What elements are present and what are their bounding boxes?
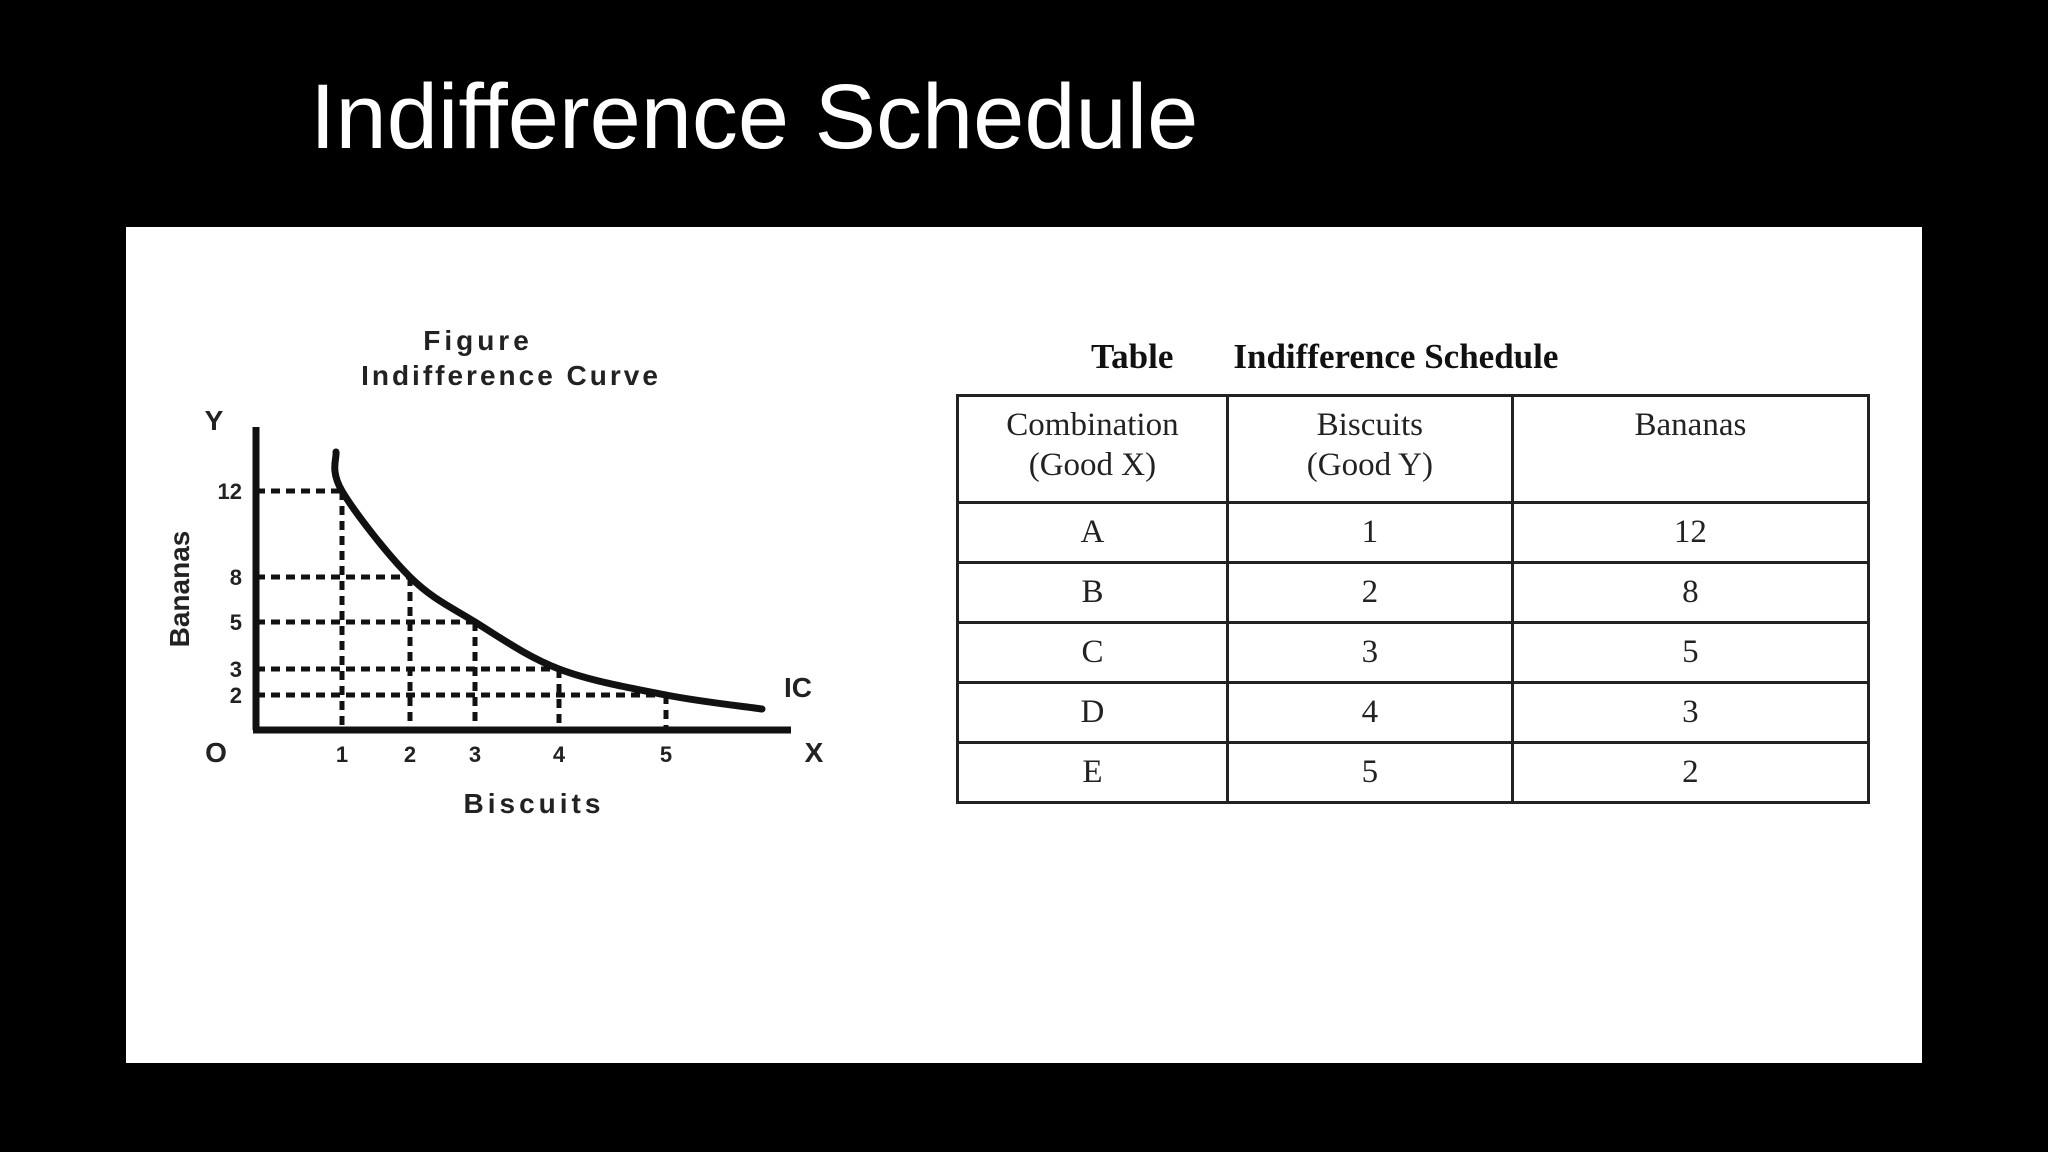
y-axis-title: Bananas [164,530,195,648]
content-panel [126,227,1922,1063]
cell-bananas: 12 [1512,503,1868,563]
ic-point [473,620,477,624]
x-tick-label: 2 [403,742,417,767]
cell-combination: C [958,623,1228,683]
header-bananas [1512,396,1868,503]
curve-label: IC [784,672,812,703]
ic-point [557,667,561,671]
x-axis-letter: X [804,737,824,768]
figure-title-line2: Indifference Curve [361,360,661,391]
y-axis-letter: Y [204,405,224,436]
cell-bananas: 3 [1512,683,1868,743]
table-header-row [958,396,1869,503]
header-bananas-line1: Bananas [1634,407,1747,443]
ic-point [340,489,344,493]
x-tick-label: 4 [552,742,566,767]
ic-point [408,575,412,579]
table-caption-title: Indifference Schedule [1233,337,1559,376]
cell-combination: E [958,743,1228,803]
x-tick-label: 1 [335,742,349,767]
header-biscuits-line1: Biscuits [1316,407,1424,443]
indifference-curve-chart [126,227,846,1063]
header-combination-line1: Combination [1006,407,1179,443]
cell-bananas: 8 [1512,563,1868,623]
y-tick-label: 12 [217,479,242,504]
cell-biscuits: 2 [1227,563,1512,623]
slide-title: Indifference Schedule [310,66,1199,168]
y-tick-label: 8 [229,565,242,590]
x-axis-title: Biscuits [463,788,605,819]
cell-biscuits: 4 [1227,683,1512,743]
header-combination-line2: (Good X) [1028,447,1157,483]
origin-label: O [205,737,227,768]
table-row [958,623,1869,683]
table-caption-label: Table [1091,337,1174,376]
header-combination [958,396,1228,503]
cell-biscuits: 5 [1227,743,1512,803]
cell-combination: D [958,683,1228,743]
cell-combination: A [958,503,1228,563]
y-tick-label: 5 [229,610,242,635]
header-biscuits-line2: (Good Y) [1306,447,1433,483]
cell-bananas: 2 [1512,743,1868,803]
cell-combination: B [958,563,1228,623]
cell-biscuits: 3 [1227,623,1512,683]
table-row [958,743,1869,803]
table-row [958,563,1869,623]
table-caption [1091,337,1558,377]
x-tick-label: 3 [468,742,482,767]
indifference-schedule-table [956,394,1870,804]
cell-bananas: 5 [1512,623,1868,683]
table-row [958,503,1869,563]
figure-title-line1: Figure [423,325,533,356]
header-biscuits [1227,396,1512,503]
x-tick-label: 5 [659,742,673,767]
y-tick-label: 2 [229,683,242,708]
y-tick-label: 3 [229,657,242,682]
table-row [958,683,1869,743]
ic-point [664,693,668,697]
cell-biscuits: 1 [1227,503,1512,563]
